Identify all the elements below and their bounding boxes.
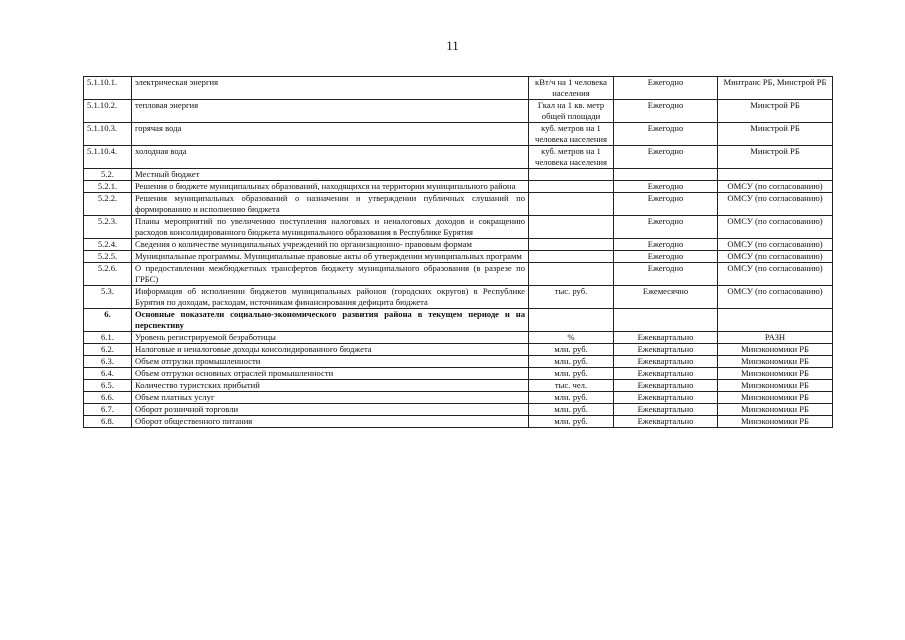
table-row — [84, 309, 833, 332]
cell-unit: кВт/ч на 1 человека населения — [529, 77, 614, 100]
cell-unit — [529, 169, 614, 181]
cell-freq: Ежегодно — [614, 181, 718, 193]
table-row — [84, 100, 833, 123]
cell-num: 6.1. — [84, 332, 132, 344]
cell-num: 5.3. — [84, 286, 132, 309]
cell-freq: Ежеквартально — [614, 392, 718, 404]
cell-num: 6.2. — [84, 344, 132, 356]
cell-freq: Ежегодно — [614, 263, 718, 286]
cell-num: 5.2.2. — [84, 193, 132, 216]
cell-num: 5.2. — [84, 169, 132, 181]
table-row — [84, 380, 833, 392]
table-row — [84, 216, 833, 239]
cell-num: 5.2.3. — [84, 216, 132, 239]
table-row — [84, 251, 833, 263]
cell-desc: Основные показатели социально-экономического развития района в текущем периоде и на перспективу — [132, 309, 529, 332]
cell-desc: холодная вода — [132, 146, 529, 169]
cell-freq — [614, 309, 718, 332]
cell-freq: Ежеквартально — [614, 344, 718, 356]
cell-unit — [529, 251, 614, 263]
cell-num: 6.6. — [84, 392, 132, 404]
cell-desc: Объем отгрузки промышленности — [132, 356, 529, 368]
cell-num: 5.1.10.1. — [84, 77, 132, 100]
table-row — [84, 146, 833, 169]
cell-freq: Ежеквартально — [614, 416, 718, 428]
table-row — [84, 77, 833, 100]
cell-resp: Минэкономики РБ — [718, 368, 833, 380]
cell-num: 5.1.10.4. — [84, 146, 132, 169]
cell-resp: Минэкономики РБ — [718, 344, 833, 356]
cell-num: 6. — [84, 309, 132, 332]
cell-resp — [718, 169, 833, 181]
table-row — [84, 344, 833, 356]
cell-freq: Ежеквартально — [614, 332, 718, 344]
cell-resp: ОМСУ (по согласованию) — [718, 181, 833, 193]
cell-num: 5.2.4. — [84, 239, 132, 251]
table-row — [84, 392, 833, 404]
table-row — [84, 368, 833, 380]
cell-freq: Ежеквартально — [614, 368, 718, 380]
cell-num: 5.1.10.3. — [84, 123, 132, 146]
cell-unit: млн. руб. — [529, 404, 614, 416]
cell-freq: Ежеквартально — [614, 380, 718, 392]
cell-freq: Ежегодно — [614, 239, 718, 251]
cell-desc: Объем платных услуг — [132, 392, 529, 404]
cell-num: 6.7. — [84, 404, 132, 416]
cell-freq: Ежемесячно — [614, 286, 718, 309]
table-row — [84, 263, 833, 286]
cell-resp: Минэкономики РБ — [718, 392, 833, 404]
cell-unit: млн. руб. — [529, 416, 614, 428]
cell-freq: Ежегодно — [614, 100, 718, 123]
cell-unit — [529, 216, 614, 239]
cell-unit — [529, 181, 614, 193]
cell-freq: Ежегодно — [614, 251, 718, 263]
cell-resp: ОМСУ (по согласованию) — [718, 216, 833, 239]
cell-desc: Оборот общественного питания — [132, 416, 529, 428]
cell-freq: Ежегодно — [614, 216, 718, 239]
table-row — [84, 123, 833, 146]
cell-resp: Минэкономики РБ — [718, 380, 833, 392]
cell-unit: Гкал на 1 кв. метр общей площади — [529, 100, 614, 123]
cell-unit: млн. руб. — [529, 344, 614, 356]
cell-unit — [529, 239, 614, 251]
cell-num: 5.2.5. — [84, 251, 132, 263]
table-row — [84, 239, 833, 251]
cell-unit: тыс. руб. — [529, 286, 614, 309]
cell-desc: Количество туристских прибытий — [132, 380, 529, 392]
cell-num: 6.5. — [84, 380, 132, 392]
cell-resp: Минстрой РБ — [718, 146, 833, 169]
table-row — [84, 169, 833, 181]
cell-desc: Сведения о количестве муниципальных учреждений по организационно- правовым формам — [132, 239, 529, 251]
cell-resp: Минэкономики РБ — [718, 404, 833, 416]
cell-freq: Ежеквартально — [614, 404, 718, 416]
cell-desc: Уровень регистрируемой безработицы — [132, 332, 529, 344]
table-row — [84, 356, 833, 368]
cell-resp: Минстрой РБ — [718, 100, 833, 123]
cell-num: 5.2.6. — [84, 263, 132, 286]
cell-resp: ОМСУ (по согласованию) — [718, 239, 833, 251]
cell-desc: Решения о бюджете муниципальных образований, находящихся на территории муниципального района — [132, 181, 529, 193]
cell-num: 5.1.10.2. — [84, 100, 132, 123]
indicators-table — [83, 76, 833, 428]
cell-resp: Минэкономики РБ — [718, 416, 833, 428]
cell-freq: Ежегодно — [614, 77, 718, 100]
cell-num: 5.2.1. — [84, 181, 132, 193]
cell-resp: ОМСУ (по согласованию) — [718, 251, 833, 263]
cell-unit — [529, 263, 614, 286]
cell-resp: Минтранс РБ, Минстрой РБ — [718, 77, 833, 100]
cell-freq: Ежеквартально — [614, 356, 718, 368]
cell-desc: Муниципальные программы. Муниципальные правовые акты об утверждении муниципальных программ — [132, 251, 529, 263]
cell-desc: Налоговые и неналоговые доходы консолидированного бюджета — [132, 344, 529, 356]
cell-unit: млн. руб. — [529, 356, 614, 368]
cell-unit: тыс. чел. — [529, 380, 614, 392]
table-row — [84, 416, 833, 428]
table-row — [84, 286, 833, 309]
cell-desc: О предоставлении межбюджетных трансфертов бюджету муниципального образования (в разрезе по ГРБС) — [132, 263, 529, 286]
cell-desc: Местный бюджет — [132, 169, 529, 181]
cell-desc: тепловая энергия — [132, 100, 529, 123]
table-body — [84, 77, 833, 428]
cell-desc: Решения муниципальных образований о назначении и утверждении публичных слушаний по формированию и исполнению бюджета — [132, 193, 529, 216]
cell-resp: ОМСУ (по согласованию) — [718, 286, 833, 309]
cell-desc: Объем отгрузки основных отраслей промышленности — [132, 368, 529, 380]
cell-resp: Минстрой РБ — [718, 123, 833, 146]
cell-unit: млн. руб. — [529, 368, 614, 380]
cell-unit: % — [529, 332, 614, 344]
cell-resp: Минэкономики РБ — [718, 356, 833, 368]
cell-resp: ОМСУ (по согласованию) — [718, 193, 833, 216]
cell-resp: ОМСУ (по согласованию) — [718, 263, 833, 286]
cell-freq: Ежегодно — [614, 123, 718, 146]
page-number: 11 — [446, 38, 459, 53]
cell-num: 6.3. — [84, 356, 132, 368]
cell-num: 6.8. — [84, 416, 132, 428]
cell-desc: Планы мероприятий по увеличению поступления налоговых и неналоговых доходов и сокращению расходов консолидированного бюджета муниципального образования в Республике Бурятия — [132, 216, 529, 239]
table-row — [84, 181, 833, 193]
cell-freq — [614, 169, 718, 181]
cell-desc: горячая вода — [132, 123, 529, 146]
cell-unit — [529, 193, 614, 216]
cell-desc: Информация об исполнении бюджетов муниципальных районов (городских округов) в Республике Бурятия по доходам, расходам, источникам финансирования дефицита бюджета — [132, 286, 529, 309]
cell-unit — [529, 309, 614, 332]
cell-resp: РАЗН — [718, 332, 833, 344]
cell-freq: Ежегодно — [614, 146, 718, 169]
cell-unit: куб. метров на 1 человека населения — [529, 123, 614, 146]
table-row — [84, 404, 833, 416]
cell-unit: куб. метров на 1 человека населения — [529, 146, 614, 169]
cell-desc: электрическая энергия — [132, 77, 529, 100]
cell-freq: Ежегодно — [614, 193, 718, 216]
cell-desc: Оборот розничной торговли — [132, 404, 529, 416]
cell-num: 6.4. — [84, 368, 132, 380]
cell-resp — [718, 309, 833, 332]
cell-unit: млн. руб. — [529, 392, 614, 404]
table-row — [84, 332, 833, 344]
table-row — [84, 193, 833, 216]
